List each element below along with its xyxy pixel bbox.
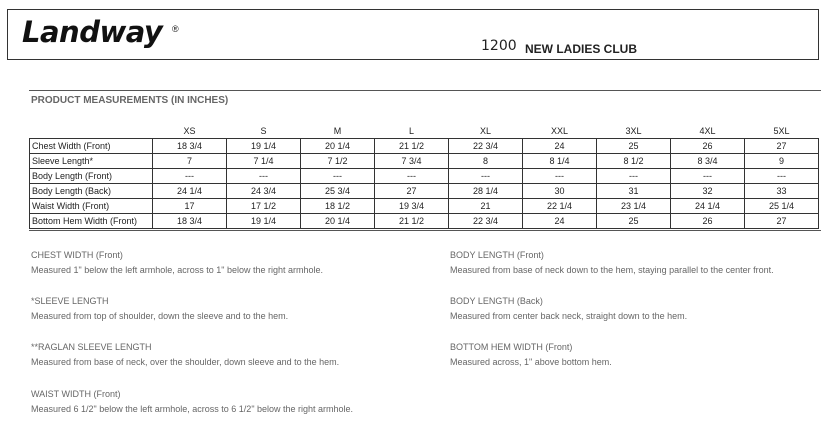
table-cell: 19 3/4 xyxy=(375,199,449,214)
definition-description: Measured 6 1/2" below the left armhole, across to 6 1/2" below the right armhole. xyxy=(31,404,354,414)
table-cell: 18 1/2 xyxy=(301,199,375,214)
row-label: Body Length (Front) xyxy=(30,169,153,184)
definition-description: Measured across, 1" above bottom hem. xyxy=(450,357,612,367)
table-cell: --- xyxy=(597,169,671,184)
table-row xyxy=(30,199,819,214)
size-header: S xyxy=(260,126,267,136)
table-cell: 31 xyxy=(597,184,671,199)
table-cell: 17 xyxy=(153,199,227,214)
size-header-blank xyxy=(30,124,153,139)
table-cell: 7 xyxy=(153,154,227,169)
size-header: 3XL xyxy=(625,126,642,136)
definition-title: BOTTOM HEM WIDTH (Front) xyxy=(450,342,573,352)
table-cell: 21 1/2 xyxy=(375,139,449,154)
definition-description: Measured from center back neck, straight down to the hem. xyxy=(450,311,688,321)
table-cell: 7 1/2 xyxy=(301,154,375,169)
measurements-title: PRODUCT MEASUREMENTS (IN INCHES) xyxy=(31,95,229,106)
table-cell: 7 3/4 xyxy=(375,154,449,169)
row-label: Waist Width (Front) xyxy=(30,199,153,214)
definition-title: *SLEEVE LENGTH xyxy=(31,296,109,306)
table-cell: --- xyxy=(449,169,523,184)
table-cell: 26 xyxy=(671,139,745,154)
table-cell: 30 xyxy=(523,184,597,199)
table-cell: 22 3/4 xyxy=(449,214,523,229)
table-cell: 9 xyxy=(745,154,819,169)
row-label: Chest Width (Front) xyxy=(30,139,153,154)
table-cell: --- xyxy=(375,169,449,184)
table-cell: 24 xyxy=(523,214,597,229)
definition-description: Measured from base of neck, over the shoulder, down sleeve and to the hem. xyxy=(31,357,340,367)
table-cell: --- xyxy=(153,169,227,184)
table-cell: --- xyxy=(301,169,375,184)
table-cell: 25 3/4 xyxy=(301,184,375,199)
table-cell: 21 xyxy=(449,199,523,214)
table-cell: 8 1/4 xyxy=(523,154,597,169)
table-cell: 22 1/4 xyxy=(523,199,597,214)
table-cell: 25 xyxy=(597,139,671,154)
table-cell: --- xyxy=(523,169,597,184)
definition-description: Measured from top of shoulder, down the sleeve and to the hem. xyxy=(31,311,289,321)
size-header: XL xyxy=(479,126,491,136)
row-label: Sleeve Length* xyxy=(30,154,153,169)
table-cell: 32 xyxy=(671,184,745,199)
table-cell: 28 1/4 xyxy=(449,184,523,199)
table-cell: 19 1/4 xyxy=(227,214,301,229)
table-cell: 8 3/4 xyxy=(671,154,745,169)
table-cell: --- xyxy=(671,169,745,184)
row-label: Bottom Hem Width (Front) xyxy=(30,214,153,229)
registered-mark: ® xyxy=(172,24,179,34)
size-header: 4XL xyxy=(699,126,716,136)
table-row xyxy=(30,169,819,184)
table-cell: 24 xyxy=(523,139,597,154)
table-cell: 19 1/4 xyxy=(227,139,301,154)
definition-title: CHEST WIDTH (Front) xyxy=(31,250,123,260)
size-header: 5XL xyxy=(773,126,790,136)
table-cell: 24 3/4 xyxy=(227,184,301,199)
size-header: XS xyxy=(183,126,196,136)
size-header: XXL xyxy=(550,126,568,136)
table-cell: 26 xyxy=(671,214,745,229)
table-cell: 24 1/4 xyxy=(671,199,745,214)
definition-title: BODY LENGTH (Back) xyxy=(450,296,543,306)
table-cell: 8 xyxy=(449,154,523,169)
definition-description: Measured 1" below the left armhole, across to 1" below the right armhole. xyxy=(31,265,324,275)
table-row xyxy=(30,184,819,199)
size-header: L xyxy=(408,126,414,136)
size-header: M xyxy=(333,126,342,136)
table-cell: 23 1/4 xyxy=(597,199,671,214)
definition-description: Measured from base of neck down to the hem, staying parallel to the center front. xyxy=(450,265,774,275)
table-cell: 25 1/4 xyxy=(745,199,819,214)
table-cell: 7 1/4 xyxy=(227,154,301,169)
row-label: Body Length (Back) xyxy=(30,184,153,199)
table-cell: --- xyxy=(227,169,301,184)
size-header-row xyxy=(30,124,819,139)
brand-logo: Landway xyxy=(22,15,163,49)
table-cell: 25 xyxy=(597,214,671,229)
table-row xyxy=(30,139,819,154)
table-cell: 17 1/2 xyxy=(227,199,301,214)
table-row xyxy=(30,214,819,229)
definition-title: WAIST WIDTH (Front) xyxy=(31,389,121,399)
table-cell: 24 1/4 xyxy=(153,184,227,199)
table-cell: 33 xyxy=(745,184,819,199)
table-cell: 8 1/2 xyxy=(597,154,671,169)
table-cell: 20 1/4 xyxy=(301,214,375,229)
table-cell: 18 3/4 xyxy=(153,139,227,154)
table-cell: 27 xyxy=(745,214,819,229)
style-number: 1200 xyxy=(481,38,517,54)
table-cell: --- xyxy=(745,169,819,184)
measurements-table xyxy=(29,124,819,229)
table-cell: 27 xyxy=(375,184,449,199)
table-cell: 27 xyxy=(745,139,819,154)
table-cell: 18 3/4 xyxy=(153,214,227,229)
style-name: NEW LADIES CLUB xyxy=(525,42,637,56)
definition-title: BODY LENGTH (Front) xyxy=(450,250,544,260)
table-cell: 21 1/2 xyxy=(375,214,449,229)
table-cell: 20 1/4 xyxy=(301,139,375,154)
table-row xyxy=(30,154,819,169)
definition-title: **RAGLAN SLEEVE LENGTH xyxy=(31,342,152,352)
table-cell: 22 3/4 xyxy=(449,139,523,154)
